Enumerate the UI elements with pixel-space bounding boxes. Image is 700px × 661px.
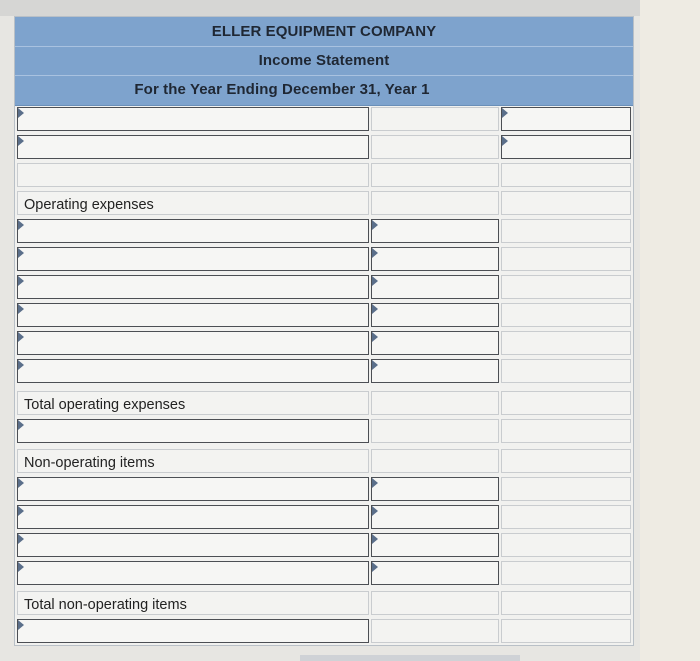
amount-cell — [501, 219, 631, 243]
dropdown-marker-icon — [372, 562, 378, 572]
table-row — [15, 105, 633, 133]
scrollbar[interactable] — [300, 655, 520, 661]
amount-cell — [501, 247, 631, 271]
dropdown-marker-icon — [18, 136, 24, 146]
dropdown-marker-icon — [18, 276, 24, 286]
table-row — [15, 133, 633, 161]
total-non-operating-items-label: Total non-operating items — [24, 597, 187, 613]
table-row — [15, 475, 633, 503]
account-dropdown[interactable] — [17, 135, 369, 159]
statement-title: Income Statement — [258, 52, 390, 69]
table-row — [15, 417, 633, 445]
total-operating-expenses-label-cell — [17, 391, 369, 415]
table-row — [15, 273, 633, 301]
dropdown-marker-icon — [372, 332, 378, 342]
operating-expense-account-dropdown[interactable] — [17, 359, 369, 383]
dropdown-marker-icon — [372, 248, 378, 258]
dropdown-marker-icon — [372, 534, 378, 544]
header-divider — [15, 46, 633, 47]
dropdown-marker-icon — [18, 562, 24, 572]
amount-cell — [501, 331, 631, 355]
amount-cell — [501, 619, 631, 643]
operating-expense-account-dropdown[interactable] — [17, 247, 369, 271]
operating-expenses-label: Operating expenses — [24, 197, 154, 213]
dropdown-marker-icon — [18, 248, 24, 258]
total-non-operating-items-label-cell — [17, 591, 369, 615]
operating-expense-account-dropdown[interactable] — [17, 303, 369, 327]
amount-cell — [501, 591, 631, 615]
amount-cell — [501, 449, 631, 473]
table-row — [15, 559, 633, 587]
non-operating-account-dropdown[interactable] — [17, 505, 369, 529]
amount-input[interactable] — [501, 107, 631, 131]
non-operating-amount-input[interactable] — [371, 477, 499, 501]
amount-cell — [371, 391, 499, 415]
dropdown-marker-icon — [18, 108, 24, 118]
non-operating-account-dropdown[interactable] — [17, 477, 369, 501]
amount-cell — [371, 449, 499, 473]
income-statement-worksheet — [14, 16, 634, 646]
operating-expense-amount-input[interactable] — [371, 275, 499, 299]
dropdown-marker-icon — [18, 506, 24, 516]
table-row — [15, 189, 633, 217]
header-divider — [15, 75, 633, 76]
table-row — [15, 531, 633, 559]
amount-cell — [501, 191, 631, 215]
operating-expense-account-dropdown[interactable] — [17, 219, 369, 243]
table-row — [15, 617, 633, 645]
table-row — [15, 161, 633, 189]
operating-expense-amount-input[interactable] — [371, 219, 499, 243]
amount-cell — [501, 163, 631, 187]
table-row — [15, 217, 633, 245]
table-row — [15, 357, 633, 385]
operating-expenses-label-cell — [17, 191, 369, 215]
amount-cell — [371, 591, 499, 615]
dropdown-marker-icon — [18, 420, 24, 430]
window-top-edge — [0, 0, 700, 16]
amount-cell — [501, 303, 631, 327]
amount-cell — [371, 135, 499, 159]
dropdown-marker-icon — [18, 360, 24, 370]
non-operating-amount-input[interactable] — [371, 561, 499, 585]
amount-cell — [501, 391, 631, 415]
dropdown-marker-icon — [372, 478, 378, 488]
amount-cell — [501, 419, 631, 443]
non-operating-account-dropdown[interactable] — [17, 561, 369, 585]
dropdown-marker-icon — [18, 534, 24, 544]
dropdown-marker-icon — [18, 220, 24, 230]
dropdown-marker-icon — [18, 304, 24, 314]
total-operating-expenses-label: Total operating expenses — [24, 397, 186, 413]
blank-cell — [17, 163, 369, 187]
dropdown-marker-icon — [372, 360, 378, 370]
amount-cell — [501, 505, 631, 529]
operating-expense-amount-input[interactable] — [371, 303, 499, 327]
account-dropdown[interactable] — [17, 619, 369, 643]
dropdown-marker-icon — [18, 620, 24, 630]
dropdown-marker-icon — [372, 506, 378, 516]
statement-period: For the Year Ending December 31, Year 1 — [134, 81, 430, 98]
dropdown-marker-icon — [372, 304, 378, 314]
non-operating-account-dropdown[interactable] — [17, 533, 369, 557]
operating-expense-amount-input[interactable] — [371, 331, 499, 355]
amount-cell — [501, 561, 631, 585]
operating-expense-amount-input[interactable] — [371, 247, 499, 271]
table-row — [15, 589, 633, 617]
operating-expense-amount-input[interactable] — [371, 359, 499, 383]
table-row — [15, 245, 633, 273]
table-row — [15, 301, 633, 329]
dropdown-marker-icon — [18, 478, 24, 488]
dropdown-marker-icon — [372, 276, 378, 286]
company-name: ELLER EQUIPMENT COMPANY — [211, 23, 437, 40]
table-row — [15, 389, 633, 417]
amount-cell — [371, 163, 499, 187]
amount-cell — [501, 275, 631, 299]
amount-cell — [371, 619, 499, 643]
operating-expense-account-dropdown[interactable] — [17, 275, 369, 299]
amount-cell — [501, 359, 631, 383]
statement-header — [15, 17, 633, 106]
non-operating-amount-input[interactable] — [371, 505, 499, 529]
non-operating-items-label-cell — [17, 449, 369, 473]
account-dropdown[interactable] — [17, 419, 369, 443]
revenue-account-dropdown[interactable] — [17, 107, 369, 131]
non-operating-amount-input[interactable] — [371, 533, 499, 557]
page-margin — [640, 0, 700, 661]
amount-cell — [501, 477, 631, 501]
dropdown-marker-icon — [372, 220, 378, 230]
amount-cell — [371, 107, 499, 131]
dropdown-marker-icon — [18, 332, 24, 342]
amount-cell — [371, 191, 499, 215]
table-row — [15, 447, 633, 475]
operating-expense-account-dropdown[interactable] — [17, 331, 369, 355]
amount-input[interactable] — [501, 135, 631, 159]
dropdown-marker-icon — [502, 108, 508, 118]
amount-cell — [501, 533, 631, 557]
table-row — [15, 503, 633, 531]
non-operating-items-label: Non-operating items — [24, 455, 155, 471]
dropdown-marker-icon — [502, 136, 508, 146]
table-row — [15, 329, 633, 357]
amount-cell — [371, 419, 499, 443]
